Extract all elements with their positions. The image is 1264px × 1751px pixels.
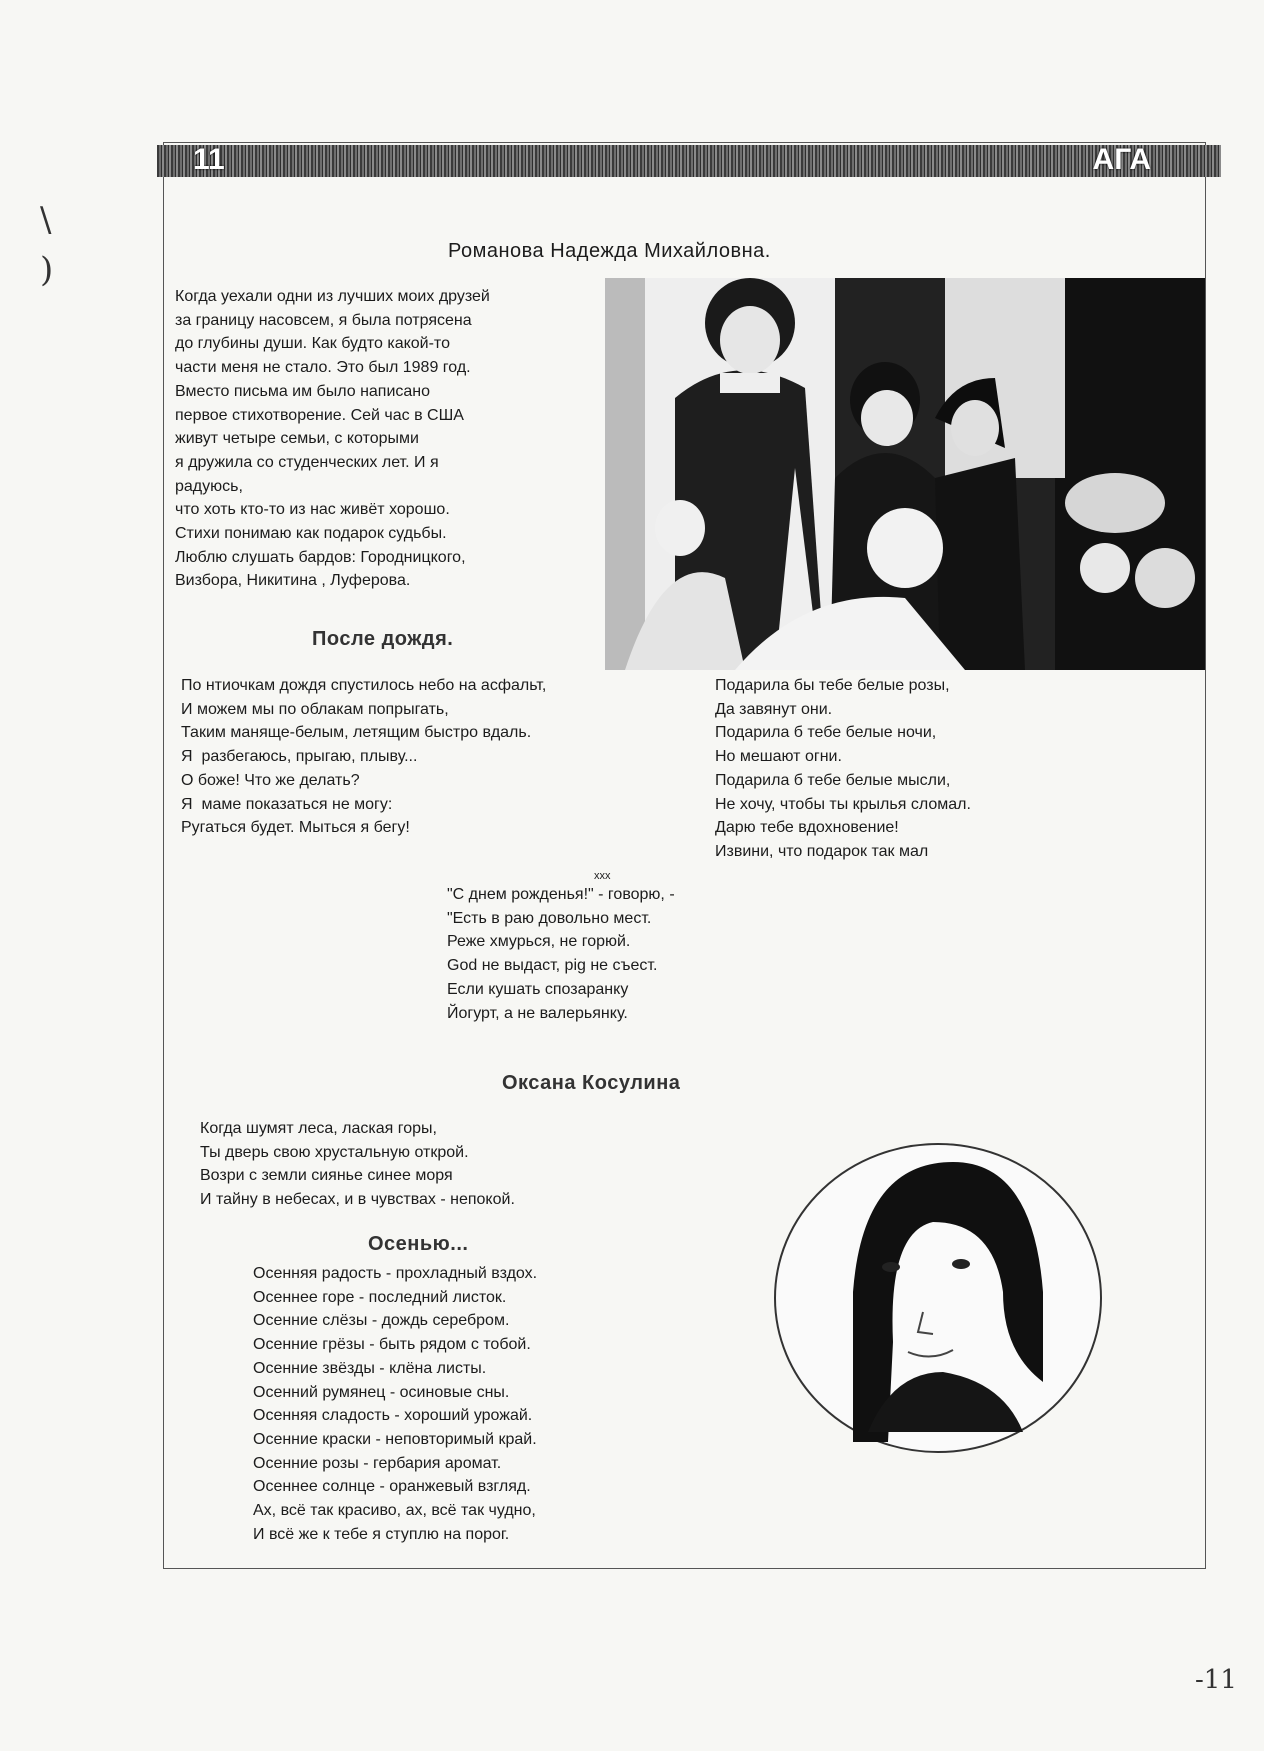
group-photo bbox=[605, 278, 1205, 670]
poem-line: Осенние грёзы - быть рядом с тобой. bbox=[253, 1336, 531, 1354]
poem-line: Не хочу, чтобы ты крылья сломал. bbox=[715, 795, 971, 813]
poem-line: Подарила б тебе белые мысли, bbox=[715, 771, 951, 789]
poem-line: Я маме показаться не могу: bbox=[181, 795, 393, 813]
poem1-title: После дождя. bbox=[312, 628, 454, 650]
poem1-text bbox=[181, 674, 546, 840]
poem-line: Осенние слёзы - дождь серебром. bbox=[253, 1312, 510, 1330]
poem-line: Извини, что подарок так мал bbox=[715, 842, 929, 860]
poem-line: Когда шумят леса, лаская горы, bbox=[200, 1120, 437, 1137]
poem-line: Да завянут они. bbox=[715, 700, 833, 718]
poem-line: Таким маняще-белым, летящим быстро вдаль. bbox=[181, 724, 532, 742]
bio-line: что хоть кто-то из нас живёт хорошо. bbox=[175, 501, 450, 519]
margin-mark-bottom: ) bbox=[40, 250, 54, 290]
page-number: 11 bbox=[193, 143, 225, 176]
bio-line: за границу насовсем, я была потрясена bbox=[175, 311, 472, 329]
bio-line: до глубины души. Как будто какой-то bbox=[175, 335, 450, 353]
author1-bio bbox=[175, 285, 490, 593]
poem-line: Осенние краски - неповторимый край. bbox=[253, 1430, 537, 1448]
author1-name: Романова Надежда Михайловна. bbox=[448, 240, 771, 262]
bio-line: Люблю слушать бардов: Городницкого, bbox=[175, 548, 466, 566]
author2-poem-title: Осенью... bbox=[368, 1233, 469, 1255]
poem-line: Осенние розы - гербария аромат. bbox=[253, 1454, 502, 1472]
poem-line: Осеннее солнце - оранжевый взгляд. bbox=[253, 1478, 531, 1496]
poem2-text bbox=[715, 674, 971, 864]
author2-poem-text bbox=[253, 1262, 537, 1546]
poem-line: Дарю тебе вдохновение! bbox=[715, 819, 899, 837]
poem-line: Подарила б тебе белые ночи, bbox=[715, 724, 937, 742]
margin-mark-top: \ bbox=[40, 200, 52, 240]
poem-line: Осенний румянец - осиновые сны. bbox=[253, 1383, 510, 1401]
poem-line: Подарила бы тебе белые розы, bbox=[715, 677, 950, 694]
poem-line: И тайну в небесах, и в чувствах - непокой. bbox=[200, 1191, 515, 1209]
poem-line: Йогурт, а не валерьянку. bbox=[447, 1004, 628, 1022]
corner-mark: -11 bbox=[1195, 1665, 1237, 1695]
bio-line: живут четыре семьи, с которыми bbox=[175, 430, 419, 448]
poem-line: Но мешают огни. bbox=[715, 748, 842, 766]
poem-line: Возри с земли сиянье синее моря bbox=[200, 1167, 453, 1185]
bio-line: первое стихотворение. Сей час в США bbox=[175, 406, 464, 424]
poem-line: Осеннее горе - последний листок. bbox=[253, 1288, 507, 1306]
bio-line: я дружила со студенческих лет. И я bbox=[175, 453, 439, 471]
poem-line: Реже хмурься, не горюй. bbox=[447, 933, 631, 951]
bio-line: части меня не стало. Это был 1989 год. bbox=[175, 359, 471, 377]
poem-line: По нтиочкам дождя спустилось небо на асфальт, bbox=[181, 677, 547, 694]
poem-line: И всё же к тебе я ступлю на порог. bbox=[253, 1525, 510, 1543]
poem-line: God не выдаст, pig не съест. bbox=[447, 957, 658, 975]
bio-line: Визбора, Никитина , Луферова. bbox=[175, 572, 411, 590]
poem-line: И можем мы по облакам попрыгать, bbox=[181, 700, 449, 718]
bio-line: Когда уехали одни из лучших моих друзей bbox=[175, 288, 490, 305]
poem-line: Осенняя сладость - хороший урожай. bbox=[253, 1407, 533, 1425]
poem-line: Если кушать спозаранку bbox=[447, 980, 629, 998]
poem-line: Осенняя радость - прохладный вздох. bbox=[253, 1265, 538, 1282]
poem-line: Ругаться будет. Мыться я бегу! bbox=[181, 819, 410, 837]
poem3-separator: xxx bbox=[594, 870, 611, 882]
portrait-photo bbox=[773, 1142, 1103, 1454]
author2-intro bbox=[200, 1117, 515, 1212]
poem-line: Я разбегаюсь, прыгаю, плыву... bbox=[181, 748, 418, 766]
poem-line: О боже! Что же делать? bbox=[181, 771, 360, 789]
bio-line: радуюсь, bbox=[175, 477, 243, 495]
poem3-text bbox=[447, 883, 675, 1025]
bio-line: Вместо письма им было написано bbox=[175, 382, 431, 400]
poem-line: Ах, всё так красиво, ах, всё так чудно, bbox=[253, 1502, 536, 1520]
poem-line: Ты дверь свою хрустальную открой. bbox=[200, 1143, 469, 1161]
newspaper-header bbox=[157, 145, 1221, 177]
poem-line: "С днем рожденья!" - говорю, - bbox=[447, 886, 675, 903]
newspaper-title: АГА bbox=[1092, 143, 1151, 176]
poem-line: "Есть в раю довольно мест. bbox=[447, 909, 652, 927]
author2-name: Оксана Косулина bbox=[502, 1072, 681, 1094]
poem-line: Осенние звёзды - клёна листы. bbox=[253, 1359, 487, 1377]
bio-line: Стихи понимаю как подарок судьбы. bbox=[175, 525, 447, 543]
